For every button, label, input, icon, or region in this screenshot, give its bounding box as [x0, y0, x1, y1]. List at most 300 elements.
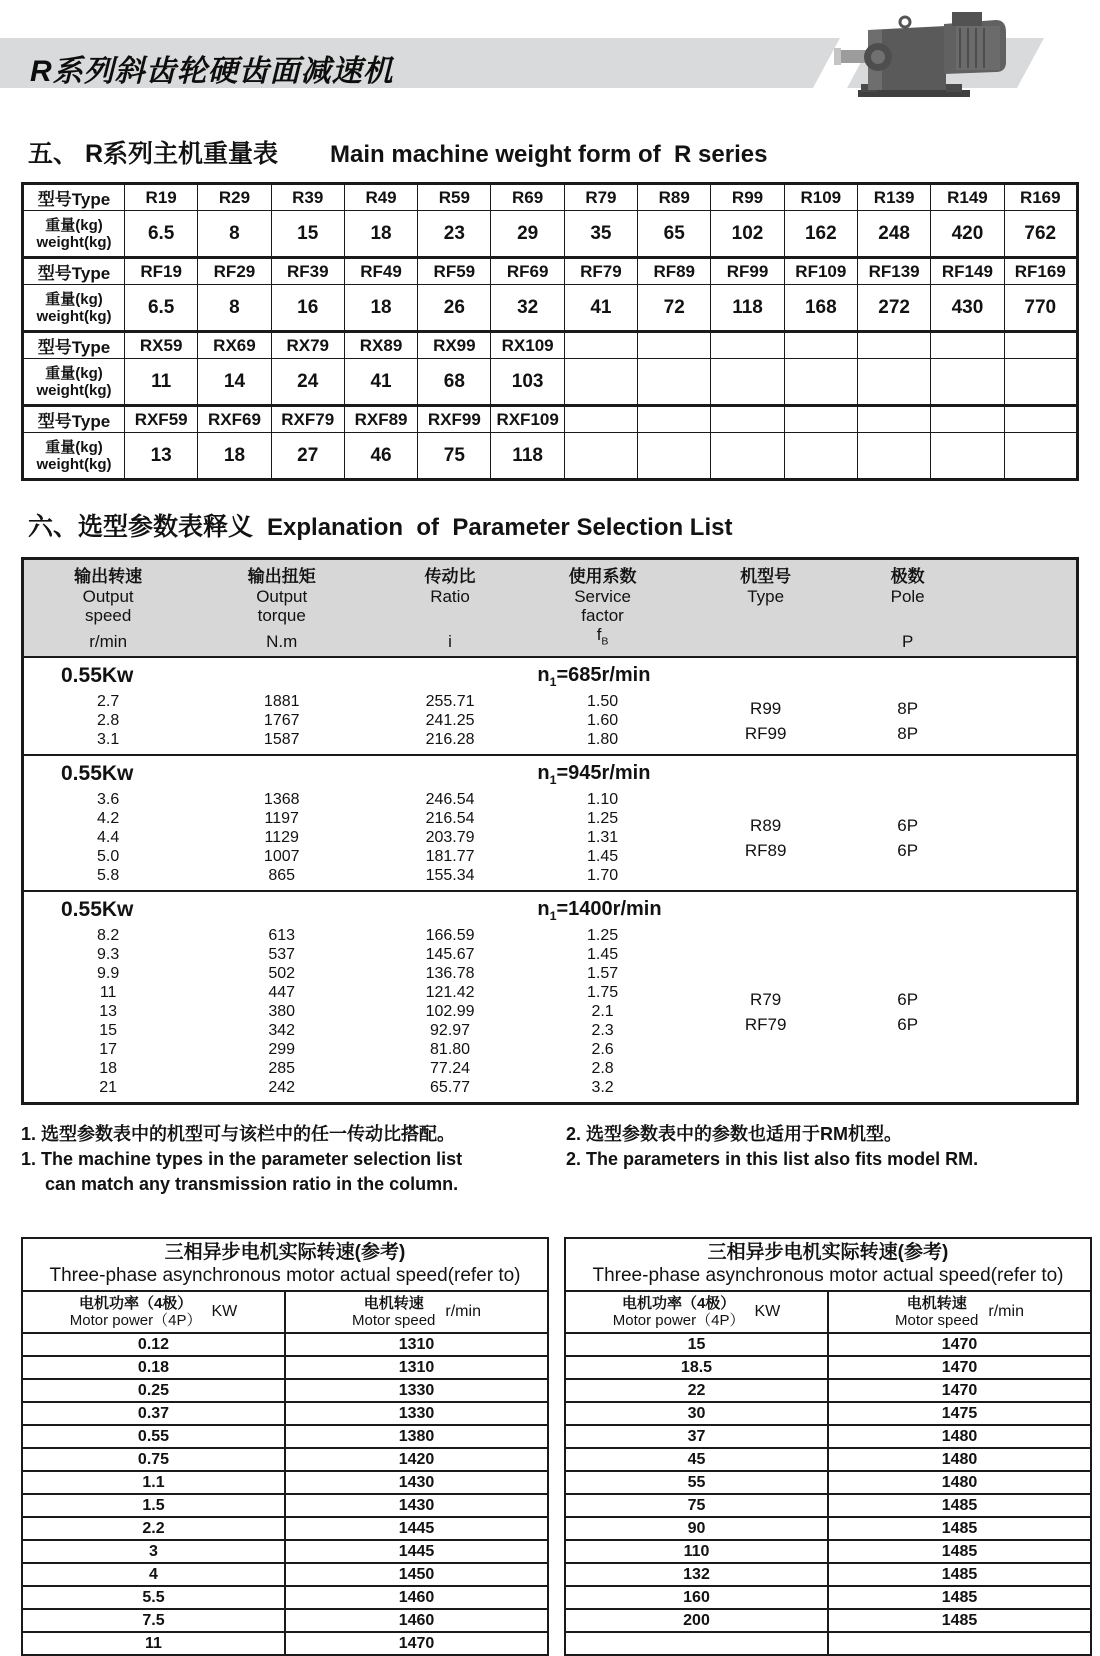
- pole-value: 8P: [897, 698, 919, 718]
- input-speed-label: [537, 664, 650, 689]
- motor-power-cell: 4: [22, 1563, 285, 1586]
- parameter-table-body: [24, 658, 1076, 1102]
- param-row: [24, 790, 1076, 809]
- model-cell: R69: [491, 184, 564, 211]
- weight-cell: 18: [344, 285, 417, 332]
- param-header-filler: [960, 567, 1076, 651]
- service-factor-cell: 1.75: [587, 984, 619, 1002]
- row-label-line: weight(kg): [36, 381, 112, 399]
- model-cell: RF89: [638, 258, 711, 285]
- motor-table-row: [565, 1356, 1091, 1379]
- motor-power-cell: 1.1: [22, 1471, 285, 1494]
- param-section: [24, 890, 1076, 1102]
- weight-table-body: [23, 184, 1078, 480]
- row-label-line: 型号Type: [37, 338, 111, 357]
- ratio-cell: 136.78: [425, 965, 475, 983]
- speed-header-zh: 电机转速: [363, 1295, 424, 1313]
- weight-cell: 65: [638, 211, 711, 258]
- output-speed-cell: 17: [99, 1041, 118, 1059]
- model-cell: RX69: [198, 332, 271, 359]
- param-section-rows: [24, 926, 1076, 1097]
- motor-table-body-left: [22, 1333, 548, 1655]
- motor-power-cell: 15: [565, 1333, 828, 1356]
- model-cell: RF39: [271, 258, 344, 285]
- motor-speed-cell: 1480: [828, 1448, 1091, 1471]
- motor-table-row: [565, 1494, 1091, 1517]
- weight-cell: [711, 359, 784, 406]
- model-cell: R99: [711, 184, 784, 211]
- model-cell: RX109: [491, 332, 564, 359]
- ratio-cell: 92.97: [430, 1022, 471, 1040]
- param-header-en: Output: [256, 587, 308, 606]
- model-cell: [711, 406, 784, 433]
- motor-table-row: [22, 1356, 548, 1379]
- weight-cell: 14: [198, 359, 271, 406]
- weight-cell: 23: [418, 211, 491, 258]
- weight-cell: [784, 359, 857, 406]
- service-factor-cell: 1.10: [587, 791, 619, 809]
- model-cell: R29: [198, 184, 271, 211]
- weight-cell: 29: [491, 211, 564, 258]
- param-header-unit: N.m: [266, 632, 298, 652]
- model-cell: RF69: [491, 258, 564, 285]
- weight-cell: 75: [418, 433, 491, 480]
- note-1-zh: 1. 选型参数表中的机型可与该栏中的任一传动比搭配。: [21, 1124, 456, 1145]
- motor-speed-cell: 1485: [828, 1517, 1091, 1540]
- row-label-line: 重量(kg): [45, 216, 103, 234]
- row-label-line: 型号Type: [37, 190, 111, 209]
- section5-title-zh: 五、 R系列主机重量表: [28, 140, 279, 168]
- weight-cell: [931, 359, 1004, 406]
- row-label: [23, 359, 125, 406]
- param-header-en: Type: [747, 587, 785, 606]
- motor-power-label: 0.55Kw: [61, 898, 134, 922]
- model-cell: RF59: [418, 258, 491, 285]
- type-value: R89: [750, 815, 782, 835]
- output-torque-cell: 342: [268, 1022, 296, 1040]
- ratio-cell: 255.71: [425, 693, 475, 711]
- row-label-line: weight(kg): [36, 455, 112, 473]
- model-cell: RF99: [711, 258, 784, 285]
- weight-table-row: [23, 211, 1078, 258]
- weight-cell: 15: [271, 211, 344, 258]
- n-value: =945r/min: [556, 762, 651, 785]
- motor-table-row: [22, 1333, 548, 1356]
- output-speed-cell: 4.2: [97, 810, 120, 828]
- type-value: R99: [750, 698, 782, 718]
- weight-cell: 72: [638, 285, 711, 332]
- motor-power-cell: 160: [565, 1586, 828, 1609]
- motor-speed-cell: 1380: [285, 1425, 548, 1448]
- motor-speed-cell: 1470: [828, 1333, 1091, 1356]
- weight-cell: 41: [344, 359, 417, 406]
- note-2-zh: 2. 选型参数表中的参数也适用于RM机型。: [566, 1124, 903, 1145]
- motor-speed-cell: 1485: [828, 1609, 1091, 1632]
- motor-power-cell: 200: [565, 1609, 828, 1632]
- weight-cell: [1004, 359, 1077, 406]
- param-row: [24, 1078, 1076, 1097]
- output-torque-cell: 1007: [263, 848, 300, 866]
- motor-table-row: [22, 1632, 548, 1655]
- model-cell: [857, 332, 930, 359]
- output-torque-cell: 1587: [263, 731, 300, 749]
- motor-speed-tables: [21, 1237, 1100, 1656]
- model-cell: RX99: [418, 332, 491, 359]
- input-speed-label: [537, 898, 661, 923]
- param-section-rows: [24, 692, 1076, 749]
- motor-power-cell: 5.5: [22, 1586, 285, 1609]
- param-header-en: speed: [84, 606, 132, 625]
- model-cell: RX59: [125, 332, 198, 359]
- motor-table-row: [565, 1609, 1091, 1632]
- motor-speed-cell: 1485: [828, 1586, 1091, 1609]
- power-unit: KW: [754, 1303, 781, 1321]
- output-torque-cell: 447: [268, 984, 296, 1002]
- output-torque-cell: 865: [268, 867, 296, 885]
- motor-speed-cell: 1480: [828, 1425, 1091, 1448]
- output-speed-cell: 5.8: [97, 867, 120, 885]
- weight-cell: 35: [564, 211, 637, 258]
- motor-speed-cell: 1420: [285, 1448, 548, 1471]
- model-cell: RXF69: [198, 406, 271, 433]
- motor-speed-cell: 1330: [285, 1379, 548, 1402]
- section6-heading: [28, 507, 1100, 543]
- ratio-cell: 246.54: [425, 791, 475, 809]
- motor-power-cell: 110: [565, 1540, 828, 1563]
- pole-value: 6P: [897, 815, 919, 835]
- service-factor-cell: 1.50: [587, 693, 619, 711]
- model-cell: RF139: [857, 258, 930, 285]
- weight-cell: [857, 433, 930, 480]
- pole-column: [855, 810, 960, 866]
- ratio-cell: 121.42: [425, 984, 475, 1002]
- section6-title-zh: 六、选型参数表释义: [28, 513, 254, 541]
- power-header-en: Motor power（4P）: [69, 1312, 202, 1330]
- motor-table-row: [22, 1425, 548, 1448]
- row-label: [23, 433, 125, 480]
- param-header-unit: P: [901, 632, 914, 652]
- motor-table-row: [565, 1586, 1091, 1609]
- motor-power-cell: 75: [565, 1494, 828, 1517]
- output-speed-cell: 9.9: [97, 965, 120, 983]
- model-cell: R89: [638, 184, 711, 211]
- output-torque-cell: 285: [268, 1060, 296, 1078]
- weight-cell: [638, 433, 711, 480]
- service-factor-cell: 2.6: [591, 1041, 614, 1059]
- weight-cell: 16: [271, 285, 344, 332]
- motor-power-cell: 0.37: [22, 1402, 285, 1425]
- motor-power-cell: 1.5: [22, 1494, 285, 1517]
- param-row: [24, 926, 1076, 945]
- motor-power-cell: 90: [565, 1517, 828, 1540]
- param-section: [24, 754, 1076, 890]
- param-section-header: [24, 660, 1076, 692]
- model-cell: RF79: [564, 258, 637, 285]
- motor-speed-table-left: [21, 1237, 549, 1656]
- n-prefix: n: [537, 664, 550, 687]
- motor-power-cell: 7.5: [22, 1609, 285, 1632]
- model-cell: RXF109: [491, 406, 564, 433]
- motor-speed-cell: 1485: [828, 1540, 1091, 1563]
- weight-cell: 46: [344, 433, 417, 480]
- motor-speed-cell: 1485: [828, 1563, 1091, 1586]
- model-cell: R79: [564, 184, 637, 211]
- service-factor-cell: 3.2: [591, 1079, 614, 1097]
- param-header-unit: i: [448, 632, 452, 652]
- power-unit: KW: [211, 1303, 238, 1321]
- param-header-unit-sub: B: [601, 635, 609, 648]
- ratio-cell: 166.59: [425, 927, 475, 945]
- service-factor-cell: 2.8: [591, 1060, 614, 1078]
- parameter-selection-table: [21, 557, 1079, 1105]
- weight-table-row: [23, 406, 1078, 433]
- service-factor-cell: 2.1: [591, 1003, 614, 1021]
- service-factor-cell: 1.60: [587, 712, 619, 730]
- weight-cell: 27: [271, 433, 344, 480]
- speed-unit: r/min: [445, 1303, 481, 1321]
- note-1-en-line1: 1. The machine types in the parameter selection list: [21, 1149, 463, 1170]
- motor-table-title-en: Three-phase asynchronous motor actual speed(refer to): [592, 1265, 1064, 1287]
- motor-table-row: [565, 1379, 1091, 1402]
- weight-table-row: [23, 285, 1078, 332]
- weight-cell: [564, 359, 637, 406]
- model-cell: R39: [271, 184, 344, 211]
- service-factor-cell: 1.57: [587, 965, 619, 983]
- weight-cell: 24: [271, 359, 344, 406]
- model-cell: [638, 332, 711, 359]
- weight-cell: 8: [198, 285, 271, 332]
- type-value: RF79: [744, 1014, 787, 1034]
- motor-speed-cell: 1310: [285, 1333, 548, 1356]
- row-label: [23, 406, 125, 433]
- param-column-header: [371, 567, 529, 651]
- motor-speed-cell: 1310: [285, 1356, 548, 1379]
- weight-cell: 168: [784, 285, 857, 332]
- model-cell: RF149: [931, 258, 1004, 285]
- weight-cell: 272: [857, 285, 930, 332]
- n-value: =685r/min: [556, 664, 651, 687]
- output-speed-cell: 2.7: [97, 693, 120, 711]
- param-header-unit: $f_B$: [596, 625, 609, 648]
- param-row: [24, 866, 1076, 885]
- output-torque-cell: 1368: [263, 791, 300, 809]
- model-cell: [857, 406, 930, 433]
- motor-speed-cell: 1330: [285, 1402, 548, 1425]
- page-title: R系列斜齿轮硬齿面减速机: [30, 55, 394, 88]
- note-2: [548, 1121, 1079, 1197]
- input-speed-label: [537, 762, 650, 787]
- model-cell: [784, 332, 857, 359]
- output-torque-cell: 502: [268, 965, 296, 983]
- ratio-cell: 216.28: [425, 731, 475, 749]
- output-speed-cell: 2.8: [97, 712, 120, 730]
- motor-table-title-row: [22, 1238, 548, 1291]
- model-cell: RF49: [344, 258, 417, 285]
- param-column-header: [529, 567, 676, 651]
- service-factor-cell: 1.45: [587, 946, 619, 964]
- row-label-line: weight(kg): [36, 233, 112, 251]
- motor-speed-cell: 1470: [828, 1356, 1091, 1379]
- motor-power-cell: [565, 1632, 828, 1655]
- output-torque-cell: 537: [268, 946, 296, 964]
- row-label-line: 重量(kg): [45, 290, 103, 308]
- row-label: [23, 285, 125, 332]
- output-speed-cell: 21: [99, 1079, 118, 1097]
- motor-power-label: 0.55Kw: [61, 762, 134, 786]
- motor-speed-cell: 1450: [285, 1563, 548, 1586]
- ratio-cell: 81.80: [430, 1041, 471, 1059]
- power-header-en: Motor power（4P）: [612, 1312, 745, 1330]
- notes: [21, 1121, 1079, 1197]
- param-section: [24, 658, 1076, 754]
- param-header-zh: 极数: [890, 567, 925, 586]
- output-torque-cell: 299: [268, 1041, 296, 1059]
- param-column-header: [24, 567, 192, 651]
- motor-power-cell: 0.25: [22, 1379, 285, 1402]
- motor-power-cell: 11: [22, 1632, 285, 1655]
- motor-power-cell: 22: [565, 1379, 828, 1402]
- param-header-en: Output: [82, 587, 134, 606]
- type-column: [676, 810, 855, 866]
- motor-power-cell: 18.5: [565, 1356, 828, 1379]
- model-cell: R59: [418, 184, 491, 211]
- weight-cell: [857, 359, 930, 406]
- param-section-header: [24, 894, 1076, 926]
- output-torque-cell: 613: [268, 927, 296, 945]
- model-cell: [564, 406, 637, 433]
- service-factor-cell: 1.80: [587, 731, 619, 749]
- motor-speed-cell: 1480: [828, 1471, 1091, 1494]
- motor-table-row: [22, 1494, 548, 1517]
- pole-column: [855, 984, 960, 1040]
- output-speed-cell: 13: [99, 1003, 118, 1021]
- motor-speed-cell: 1470: [828, 1379, 1091, 1402]
- param-header-en: Pole: [890, 587, 925, 606]
- model-cell: R139: [857, 184, 930, 211]
- ratio-cell: 155.34: [425, 867, 475, 885]
- model-cell: [931, 406, 1004, 433]
- n-subscript: 1: [549, 773, 557, 788]
- row-label: [23, 258, 125, 285]
- type-value: RF99: [744, 723, 787, 743]
- service-factor-cell: 1.70: [587, 867, 619, 885]
- motor-table-row: [22, 1540, 548, 1563]
- param-section-rows: [24, 790, 1076, 885]
- weight-cell: 102: [711, 211, 784, 258]
- motor-table-row: [565, 1448, 1091, 1471]
- section5-heading: [28, 134, 1100, 170]
- motor-speed-cell: 1445: [285, 1517, 548, 1540]
- motor-table-title-en: Three-phase asynchronous motor actual speed(refer to): [49, 1265, 521, 1287]
- param-row: [24, 1040, 1076, 1059]
- model-cell: [711, 332, 784, 359]
- type-value: R79: [750, 989, 782, 1009]
- model-cell: RF29: [198, 258, 271, 285]
- weight-cell: 8: [198, 211, 271, 258]
- param-header-zh: 使用系数: [568, 567, 637, 586]
- speed-header-en: Motor speed: [352, 1312, 436, 1330]
- model-cell: [1004, 332, 1077, 359]
- weight-cell: 68: [418, 359, 491, 406]
- output-torque-cell: 1197: [264, 810, 299, 828]
- note-1: [21, 1121, 548, 1197]
- weight-table-row: [23, 332, 1078, 359]
- weight-cell: [931, 433, 1004, 480]
- type-column: [676, 984, 855, 1040]
- output-speed-cell: 8.2: [97, 927, 120, 945]
- weight-cell: 762: [1004, 211, 1077, 258]
- motor-table-row: [565, 1540, 1091, 1563]
- service-factor-cell: 1.45: [587, 848, 619, 866]
- motor-power-cell: 0.75: [22, 1448, 285, 1471]
- service-factor-cell: 1.25: [587, 927, 619, 945]
- weight-cell: [784, 433, 857, 480]
- service-factor-cell: 1.31: [587, 829, 619, 847]
- weight-cell: 6.5: [125, 285, 198, 332]
- motor-table-row: [22, 1448, 548, 1471]
- type-column: [676, 693, 855, 749]
- motor-table-row: [22, 1379, 548, 1402]
- model-cell: RXF79: [271, 406, 344, 433]
- service-factor-cell: 2.3: [591, 1022, 614, 1040]
- model-cell: RXF59: [125, 406, 198, 433]
- model-cell: [564, 332, 637, 359]
- weight-cell: 32: [491, 285, 564, 332]
- motor-table-row: [22, 1471, 548, 1494]
- param-header-en: factor: [581, 606, 624, 625]
- model-cell: RXF89: [344, 406, 417, 433]
- output-speed-cell: 5.0: [97, 848, 120, 866]
- section5-title-en: Main machine weight form of R series: [330, 141, 768, 168]
- row-label-line: 型号Type: [37, 412, 111, 431]
- motor-table-row: [22, 1517, 548, 1540]
- weight-table: [21, 182, 1079, 481]
- motor-power-cell: 0.12: [22, 1333, 285, 1356]
- pole-value: 6P: [897, 989, 919, 1009]
- model-cell: RF19: [125, 258, 198, 285]
- model-cell: R169: [1004, 184, 1077, 211]
- motor-table-title-row: [565, 1238, 1091, 1291]
- motor-power-cell: 30: [565, 1402, 828, 1425]
- weight-cell: [564, 433, 637, 480]
- motor-table-row: [22, 1402, 548, 1425]
- output-torque-cell: 242: [268, 1079, 296, 1097]
- weight-cell: 770: [1004, 285, 1077, 332]
- ratio-cell: 65.77: [430, 1079, 471, 1097]
- speed-header-zh: 电机转速: [906, 1295, 967, 1313]
- motor-table-title-zh: 三相异步电机实际转速(参考): [707, 1242, 949, 1264]
- output-speed-cell: 3.6: [97, 791, 120, 809]
- row-label-line: 重量(kg): [45, 364, 103, 382]
- param-header-en: Ratio: [430, 587, 470, 606]
- param-header-en: torque: [257, 606, 306, 625]
- model-cell: [1004, 406, 1077, 433]
- motor-power-cell: 55: [565, 1471, 828, 1494]
- motor-speed-cell: 1485: [828, 1494, 1091, 1517]
- row-label: [23, 211, 125, 258]
- n-prefix: n: [537, 898, 550, 921]
- weight-table-row: [23, 433, 1078, 480]
- output-speed-cell: 18: [99, 1060, 118, 1078]
- ratio-cell: 145.67: [425, 946, 475, 964]
- note-2-en: 2. The parameters in this list also fits model RM.: [566, 1149, 979, 1170]
- param-row: [24, 964, 1076, 983]
- motor-speed-cell: [828, 1632, 1091, 1655]
- motor-table-row: [565, 1517, 1091, 1540]
- motor-speed-cell: 1430: [285, 1494, 548, 1517]
- param-section-header: [24, 758, 1076, 790]
- pole-value: 6P: [897, 840, 919, 860]
